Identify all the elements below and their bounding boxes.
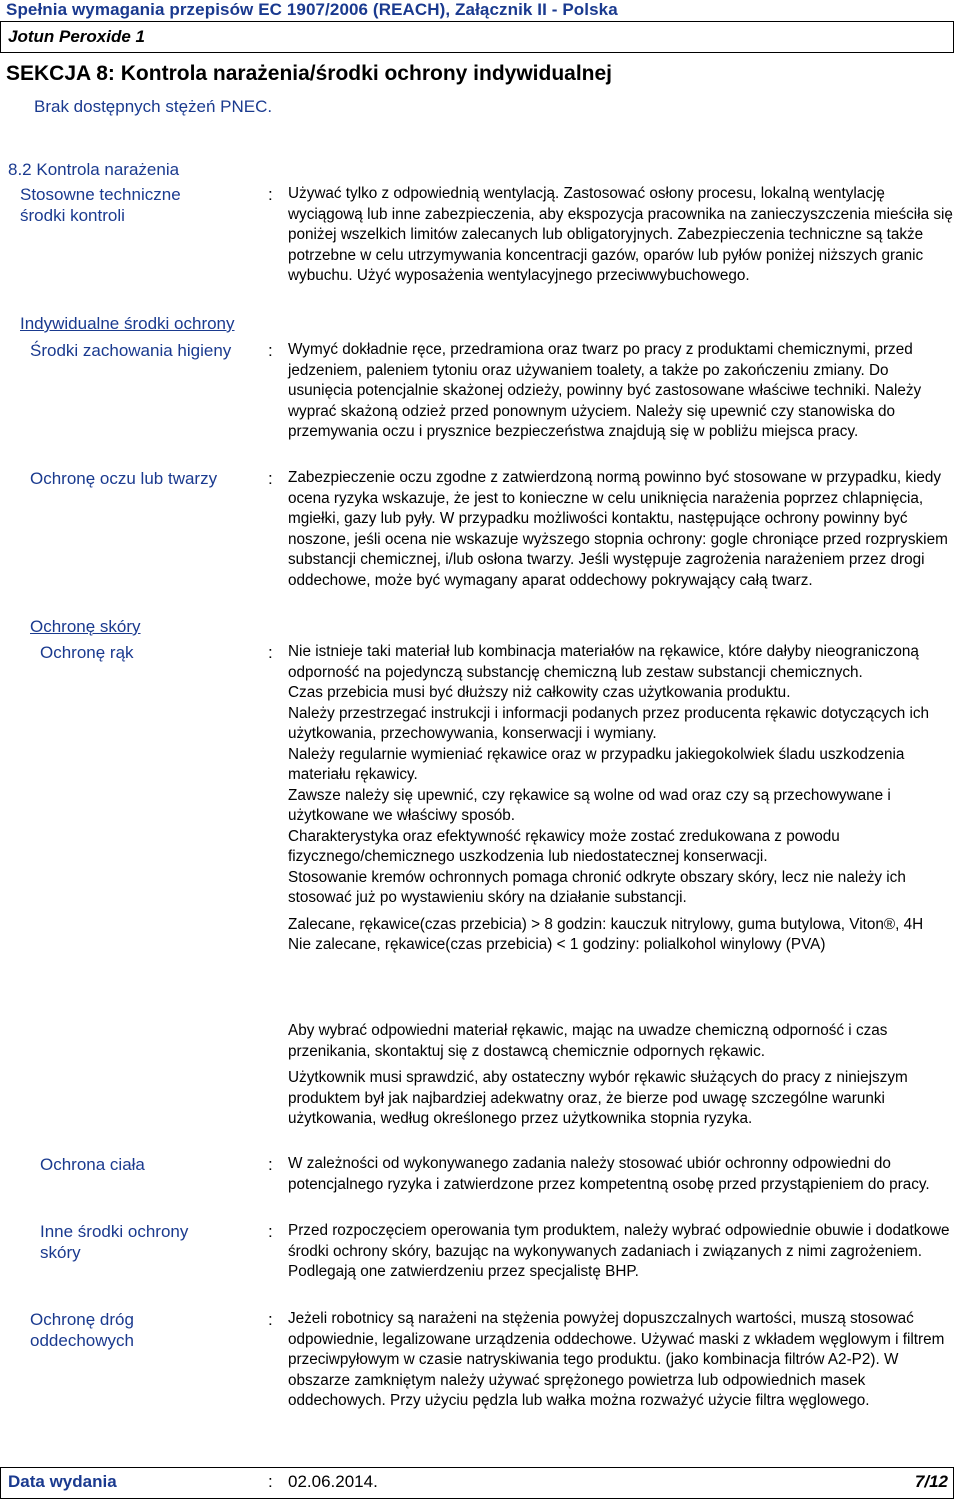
colon: :: [268, 643, 273, 662]
other-skin-label-line2: skóry: [40, 1243, 81, 1262]
product-name: Jotun Peroxide 1: [8, 27, 145, 46]
hand-protection-text: [288, 642, 954, 956]
eye-protection-label: Ochronę oczu lub twarzy: [30, 469, 218, 488]
other-skin-protection-text: Przed rozpoczęciem operowania tym produktem, należy wybrać odpowiednie obuwie i dodatkowe środki ochrony skóry, bazując na wykonywanych zadaniach i związanych z nimi zagrożeniem. Podlegają one zatwierdzeniu przez specjalistę BHP.: [288, 1222, 950, 1280]
colon: :: [268, 185, 273, 204]
glove-user-advice: Użytkownik musi sprawdzić, aby ostateczny wybór rękawic służących do pracy z niniejszym produktem był jak najbardziej adekwatny oraz, że bierze pod uwagę szczególne warunki użytkowania, według określonego przez użytkownika stopnia ryzyka.: [288, 1069, 908, 1127]
body-protection-label: Ochrona ciała: [40, 1155, 145, 1174]
respiratory-protection-text: Jeżeli robotnicy są narażeni na stężenia powyżej dopuszczalnych wartości, muszą stosować odpowiednie, legalizowane urządzenia oddechowe. Używać maski z wkładem węglowym i filtrem przeciwpyłowym w czasie natryskiwania tego produktu. (jako kombinacja filtrów A2-P2). W obszarze zamkniętym należy używać sprężonego powietrza lub odpowiednich masek oddechowych. Przy użyciu pędzla lub wałka można rozważyć użycie filtra węglowego.: [288, 1310, 945, 1409]
other-skin-label-line1: Inne środki ochrony: [40, 1222, 189, 1241]
colon: :: [268, 1222, 273, 1241]
engineering-label-line1: Stosowne techniczne: [20, 185, 181, 204]
respiratory-protection-label: [30, 1309, 134, 1351]
respiratory-label-line1: Ochronę dróg: [30, 1310, 134, 1329]
regulation-header: Spełnia wymagania przepisów EC 1907/2006 (REACH), Załącznik II - Polska: [6, 0, 618, 19]
subsection-title: 8.2 Kontrola narażenia: [8, 160, 180, 179]
hand-paragraph: Charakterystyka oraz efektywność rękawicy może zostać zredukowana z powodu fizycznego/chemicznego uszkodzenia lub niedostatecznej konserwacji.: [288, 827, 840, 865]
hand-paragraph: Należy przestrzegać instrukcji i informacji podanych przez producenta rękawic dotyczących ich użytkowania, przechowywania, konserwacji i wymiany.: [288, 704, 930, 742]
other-skin-protection-label: [40, 1221, 188, 1263]
skin-protection-label: Ochronę skóry: [30, 617, 141, 636]
issue-date: 02.06.2014.: [288, 1472, 378, 1491]
body-protection-text: W zależności od wykonywanego zadania należy stosować ubiór ochronny odpowiedni do potencjalnego ryzyka i zatwierdzone przez kompetentną osobę przed przystąpieniem do pracy.: [288, 1155, 930, 1193]
page-number: 7/12: [914, 1472, 948, 1491]
hand-paragraph: Stosowanie kremów ochronnych pomaga chronić odkryte obszary skóry, lecz nie należy ich stosować już po wystawieniu skóry na działanie substancji.: [288, 868, 906, 906]
issue-date-label: Data wydania: [8, 1472, 117, 1491]
colon: :: [268, 1310, 273, 1329]
colon: :: [268, 1155, 273, 1174]
hand-paragraph: Zawsze należy się upewnić, czy rękawice są wolne od wad oraz czy są przechowywane i użytkowane we właściwy sposób.: [288, 786, 891, 824]
hygiene-text: Wymyć dokładnie ręce, przedramiona oraz twarz po pracy z produktami chemicznymi, przed jedzeniem, paleniem tytoniu oraz używaniem toalety, a także po zakończeniu zmiany. Do usunięcia potencjalnie skażonej odzieży, powinny być zastosowane właściwe techniki. Należy wyprać skażoną odzież przed ponownym użyciem. Należy się upewnić czy stanowiska do przemywania oczu i prysznice bezpieczeństwa znajdują się w pobliżu miejsca pracy.: [288, 341, 922, 440]
colon: :: [268, 341, 273, 360]
colon: :: [268, 469, 273, 488]
hand-paragraph: Należy regularnie wymieniać rękawice oraz w przypadku jakiegokolwiek śladu uszkodzenia materiału rękawicy.: [288, 745, 905, 783]
hand-protection-label: Ochronę rąk: [40, 643, 134, 662]
engineering-controls-text: Używać tylko z odpowiednią wentylacją. Zastosować osłony procesu, lokalną wentylację wyciągową lub inne zabezpieczenia, aby ekspozycja pracownika na zanieczyszczenia mieściła się poniżej wszelkich limitów zalecanych lub obligatoryjnych. Zabezpieczenia techniczne są także potrzebne w celu utrzymywania koncentracji gazów, oparów lub pyłów poniżej niższych granic wybuchu. Użyć wyposażenia wentylacyjnego przeciwwybuchowego.: [288, 185, 953, 284]
pnec-note: Brak dostępnych stężeń PNEC.: [34, 97, 273, 116]
hygiene-label: Środki zachowania higieny: [30, 341, 232, 360]
hand-paragraph: Czas przebicia musi być dłuższy niż całkowity czas użytkowania produktu.: [288, 684, 791, 701]
engineering-label-line2: środki kontroli: [20, 206, 125, 225]
gloves-not-recommended: Nie zalecane, rękawice(czas przebicia) < 1 godziny: polialkohol winylowy (PVA): [288, 936, 826, 953]
colon: :: [268, 1472, 273, 1491]
engineering-controls-label: [20, 184, 181, 226]
hand-paragraph: Nie istnieje taki materiał lub kombinacja materiałów na rękawice, które dałyby nieograniczoną odporność na pojedynczą substancję chemiczną lub zestaw substancji chemicznych.: [288, 643, 919, 681]
footer-box: [0, 1467, 954, 1499]
section-title: SEKCJA 8: Kontrola narażenia/środki ochrony indywidualnej: [6, 62, 613, 85]
gloves-recommended: Zalecane, rękawice(czas przebicia) > 8 godzin: kauczuk nitrylowy, guma butylowa, Viton®, 4H: [288, 915, 924, 933]
eye-protection-text: Zabezpieczenie oczu zgodne z zatwierdzoną normą powinno być stosowane w przypadku, kiedy ocena ryzyka wskazuje, że jest to konieczne w celu uniknięcia narażenia poprzez chlapnięcia, mgiełki, gazy lub pyły. W przypadku możliwości kontaktu, następujące ochrony powinny być noszone, jeśli ocena nie wskazuje wyższego stopnia ochrony: gogle chroniące przed rozpryskiem substancji chemicznej, i/lub osłona twarzy. Jeśli występuje zagrożenia narażeniem przez drogi oddechowe, może być wymagany aparat oddechowy pokrywający całą twarz.: [288, 469, 948, 589]
personal-protection-label: Indywidualne środki ochrony: [20, 314, 235, 333]
respiratory-label-line2: oddechowych: [30, 1331, 134, 1350]
glove-selection-advice: Aby wybrać odpowiedni materiał rękawic, mając na uwadze chemiczną odporność i czas przenikania, skontaktuj się z dostawcą chemicznie odpornych rękawic.: [288, 1022, 888, 1060]
